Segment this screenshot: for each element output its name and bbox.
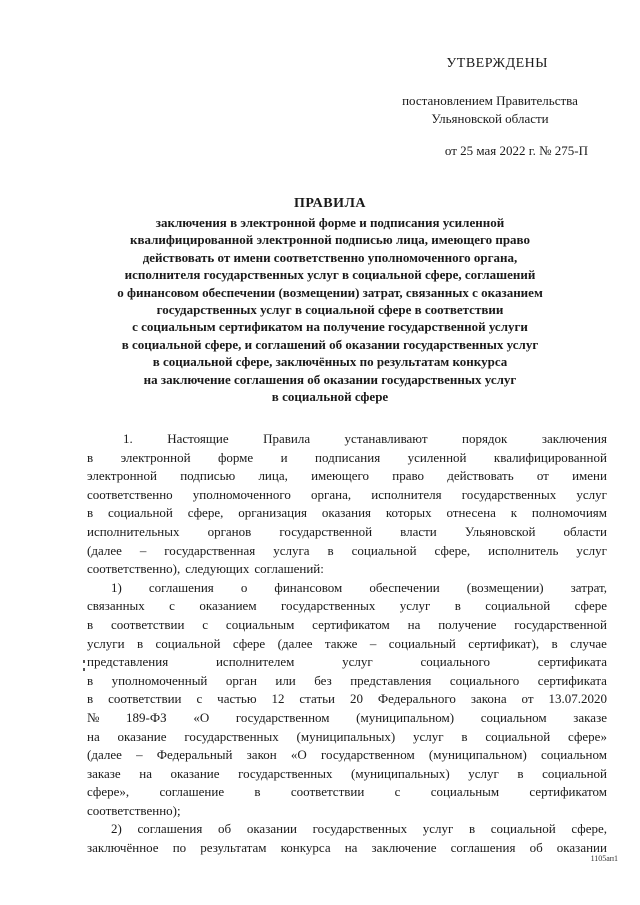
- body-word: отнесена: [446, 505, 496, 521]
- body-word: сфере,: [187, 505, 224, 521]
- body-word: форме: [217, 449, 254, 465]
- body-word: по: [172, 840, 187, 856]
- body-line: [87, 765, 607, 784]
- body-word: результатам: [200, 840, 267, 856]
- body-word: усиленной: [407, 449, 467, 465]
- body-word: действовать: [447, 468, 514, 484]
- body-word: в: [87, 616, 94, 632]
- body-word: соответствии: [110, 616, 185, 632]
- body-word: государственной: [514, 616, 607, 632]
- scan-mark: [83, 660, 85, 663]
- body-word: услуг: [413, 728, 444, 744]
- body-word: «О: [193, 709, 210, 725]
- body-word: уполномоченный: [111, 672, 208, 688]
- body-word: орган: [225, 672, 257, 688]
- body-word: электронной: [87, 468, 157, 484]
- body-word: 2): [111, 821, 122, 837]
- body-word: 1.: [123, 431, 133, 446]
- body-word: к: [510, 505, 518, 521]
- body-line: [87, 523, 607, 542]
- body-word: в: [87, 691, 94, 707]
- approved-heading: УТВЕРЖДЕНЫ: [446, 56, 548, 71]
- title-subtitle: [80, 214, 580, 405]
- body-line: [87, 746, 607, 765]
- body-word: или: [275, 672, 296, 688]
- title-line: в социальной сфере, заключённых по результатам конкурса: [152, 354, 508, 370]
- body-line: [87, 802, 607, 821]
- body-word: услуг: [342, 654, 373, 670]
- body-word: исполнительных: [87, 523, 180, 539]
- body-word: имеющего: [311, 468, 370, 484]
- body-word: услуг: [399, 598, 431, 614]
- body-line: [87, 430, 607, 449]
- decree-date: от 25 мая 2022 г. № 275-П: [444, 143, 588, 158]
- body-word: 20: [349, 691, 363, 707]
- body-line: [87, 467, 607, 486]
- body-word: (муниципальных): [351, 765, 450, 781]
- scan-mark: [83, 668, 85, 671]
- body-word: –: [369, 635, 377, 651]
- body-word: подписания: [315, 449, 381, 465]
- body-word: и: [280, 449, 288, 465]
- body-word: которых: [385, 505, 432, 521]
- body-word: 1): [111, 579, 122, 595]
- body-word: на: [87, 728, 100, 744]
- body-word: полномочиям: [531, 505, 607, 521]
- body-word: исполнитель: [488, 542, 559, 558]
- body-word: с: [196, 691, 203, 707]
- body-word: государственных: [312, 821, 408, 837]
- body-word: статьи: [299, 691, 336, 707]
- body-word: соглашения: [148, 579, 214, 595]
- body-word: затрат,: [570, 579, 607, 595]
- body-word: сертификата: [537, 654, 607, 670]
- body-word: заказе: [573, 709, 607, 725]
- body-word: заключения: [541, 431, 607, 446]
- body-word: имени: [572, 468, 607, 484]
- body-line: [87, 616, 607, 635]
- body-word: также: [324, 635, 358, 651]
- body-word: уполномоченного: [192, 486, 291, 502]
- body-word: услуги: [87, 635, 125, 651]
- body-line: [87, 783, 607, 802]
- body-word: исполнителем: [215, 654, 295, 670]
- body-word: соответственно: [87, 486, 173, 502]
- body-word: лица,: [258, 468, 288, 484]
- body-word: (далее: [277, 635, 313, 651]
- body-line: [87, 672, 607, 691]
- document-title: [80, 196, 580, 405]
- decree-by-line2: Ульяновской области: [431, 111, 549, 126]
- body-word: области: [563, 523, 607, 539]
- title-line: с социальным сертификатом на получение государственной услуги: [132, 319, 528, 335]
- body-word: Правила: [263, 431, 311, 446]
- body-word: порядок: [461, 431, 508, 446]
- body-word: Федеральный: [156, 747, 233, 763]
- body-word: в: [87, 505, 94, 521]
- body-word: об: [218, 821, 232, 837]
- body-word: государственных: [461, 486, 557, 502]
- body-line: [87, 709, 607, 728]
- body-word: сертификат),: [468, 635, 540, 651]
- body-word: сфере: [232, 635, 266, 651]
- title-line: на заключение соглашения об оказании государственных услуг: [143, 371, 517, 387]
- body-word: социальной: [351, 542, 417, 558]
- body-word: соглашение: [159, 784, 225, 800]
- body-word: соглашений:: [254, 561, 324, 577]
- body-line: [87, 449, 607, 468]
- body-word: соответственно),: [87, 561, 181, 577]
- body-word: случае: [570, 635, 607, 651]
- body-word: с: [169, 598, 175, 614]
- body-line: [87, 728, 607, 747]
- body-word: обеспечении: [369, 579, 440, 595]
- body-word: на: [407, 616, 421, 632]
- body-word: квалифицированной: [493, 449, 607, 465]
- body-word: получение: [438, 616, 497, 632]
- body-word: в: [327, 542, 334, 558]
- body-word: государственных: [184, 728, 279, 744]
- body-word: государственной: [279, 523, 373, 539]
- body-word: социальной: [542, 765, 607, 781]
- body-word: (муниципальном): [428, 747, 527, 763]
- body-line: [87, 579, 607, 598]
- body-word: услуг: [468, 765, 499, 781]
- body-word: в: [461, 728, 468, 744]
- body-word: подписью: [180, 468, 236, 484]
- body-line: [87, 839, 607, 858]
- body-word: на: [344, 840, 358, 856]
- body-word: государственном: [321, 747, 415, 763]
- body-word: органов: [207, 523, 252, 539]
- body-word: с: [394, 784, 401, 800]
- body-word: сфере,: [571, 821, 607, 837]
- body-line: [87, 690, 607, 709]
- body-word: оказании: [556, 840, 607, 856]
- body-word: с: [202, 616, 209, 632]
- body-word: в: [87, 672, 94, 688]
- body-line: [87, 653, 607, 672]
- body-word: социальной: [485, 728, 551, 744]
- body-word: без: [314, 672, 332, 688]
- body-line: [87, 560, 607, 579]
- body-word: связанных: [87, 598, 145, 614]
- body-word: государственных: [238, 765, 333, 781]
- body-word: 189-ФЗ: [126, 709, 167, 725]
- body-word: в: [136, 635, 144, 651]
- body-word: государственная: [164, 542, 256, 558]
- body-word: 13.07.2020: [548, 691, 607, 707]
- body-word: соглашения: [137, 821, 203, 837]
- body-word: власти: [400, 523, 437, 539]
- body-word: оказание: [117, 728, 167, 744]
- body-line: [87, 504, 607, 523]
- decree-by-line1: постановлением Правительства: [402, 93, 578, 108]
- body-word: (муниципальных): [296, 728, 396, 744]
- title-line: квалифицированной электронной подписью лица, имеющего право: [129, 232, 530, 248]
- body-word: заказе: [87, 765, 121, 781]
- body-word: от: [521, 691, 534, 707]
- decree-reference: [380, 92, 600, 128]
- title-line: государственных услуг в социальной сфере в соответствии: [156, 302, 504, 318]
- body-word: заключение: [371, 840, 437, 856]
- body-word: органа,: [311, 486, 352, 502]
- body-word: в: [87, 449, 94, 465]
- body-word: государственных: [280, 598, 376, 614]
- body-word: оказанием: [199, 598, 257, 614]
- body-word: соответствии: [290, 784, 365, 800]
- body-word: в: [517, 765, 524, 781]
- title-line: о финансовом обеспечении (возмещении) затрат, связанных с оказанием: [117, 284, 543, 300]
- body-word: электронной: [120, 449, 191, 465]
- document-code: 1105ап1: [590, 854, 618, 863]
- body-word: услуг: [576, 542, 607, 558]
- body-word: о: [240, 579, 248, 595]
- body-line: [87, 542, 607, 561]
- body-word: закон: [246, 747, 277, 763]
- document-body: [87, 430, 607, 858]
- title-line: исполнителя государственных услуг в социальной сфере, соглашений: [124, 267, 536, 283]
- title-line: в социальной сфере, и соглашений об оказании государственных услуг: [121, 336, 539, 352]
- body-word: сфере»,: [87, 784, 130, 800]
- body-line: [87, 486, 607, 505]
- body-word: исполнителя: [371, 486, 442, 502]
- title-line: в социальной сфере: [271, 389, 389, 405]
- body-word: оказание: [170, 765, 220, 781]
- body-word: организация: [238, 505, 308, 521]
- body-word: социальной: [107, 505, 173, 521]
- body-word: 12: [271, 691, 285, 707]
- body-word: сертификатом: [529, 784, 607, 800]
- body-word: социальном: [541, 747, 607, 763]
- body-word: (муниципальном): [356, 709, 455, 725]
- body-word: Федерального: [377, 691, 456, 707]
- body-word: (возмещении): [466, 579, 544, 595]
- body-word: (далее: [87, 542, 122, 558]
- body-word: в: [551, 635, 558, 651]
- body-word: конкурса: [280, 840, 331, 856]
- body-word: Настоящие: [167, 431, 229, 446]
- body-word: услуг: [422, 821, 454, 837]
- body-word: –: [139, 542, 147, 558]
- body-word: финансовом: [274, 579, 343, 595]
- body-word: –: [136, 747, 143, 763]
- body-word: сертификатом: [312, 616, 390, 632]
- body-word: (далее: [87, 747, 122, 763]
- body-word: в: [468, 821, 476, 837]
- body-word: на: [139, 765, 152, 781]
- body-word: оказания: [321, 505, 372, 521]
- body-line: [87, 597, 607, 616]
- body-word: право: [392, 468, 425, 484]
- body-word: соответствии: [108, 691, 182, 707]
- body-word: Ульяновской: [464, 523, 536, 539]
- body-word: №: [87, 709, 100, 725]
- body-word: услуга: [273, 542, 310, 558]
- body-word: устанавливают: [344, 431, 428, 446]
- body-word: социальный: [388, 635, 456, 651]
- body-word: услуг: [576, 486, 607, 502]
- body-word: соглашения: [450, 840, 516, 856]
- body-word: представления: [350, 672, 432, 688]
- body-word: частью: [217, 691, 257, 707]
- body-line: [87, 820, 607, 839]
- body-word: социальном: [480, 709, 547, 725]
- body-word: социальной: [490, 821, 556, 837]
- body-word: сфере: [574, 598, 607, 614]
- body-word: в: [454, 598, 461, 614]
- body-line: [87, 635, 607, 654]
- body-word: заключённое: [87, 840, 159, 856]
- body-word: сертификата: [537, 672, 607, 688]
- body-word: следующих: [185, 561, 250, 577]
- body-word: представления: [87, 654, 169, 670]
- body-word: «О: [290, 747, 307, 763]
- body-word: закона: [470, 691, 507, 707]
- body-word: социальной: [155, 635, 221, 651]
- body-word: соответственно);: [87, 802, 181, 818]
- body-word: об: [529, 840, 543, 856]
- title-main: ПРАВИЛА: [293, 196, 367, 211]
- body-word: социальным: [225, 616, 295, 632]
- body-word: социальным: [430, 784, 500, 800]
- body-word: сфере»: [568, 728, 607, 744]
- title-line: действовать от имени соответственно уполномоченного органа,: [142, 249, 518, 265]
- body-word: социальной: [485, 598, 551, 614]
- body-word: государственном: [235, 709, 330, 725]
- body-word: в: [254, 784, 261, 800]
- body-word: социального: [449, 672, 520, 688]
- body-word: социального: [420, 654, 490, 670]
- title-line: заключения в электронной форме и подписания усиленной: [155, 215, 505, 230]
- body-word: оказании: [246, 821, 297, 837]
- body-word: сфере,: [434, 542, 471, 558]
- body-word: от: [536, 468, 549, 484]
